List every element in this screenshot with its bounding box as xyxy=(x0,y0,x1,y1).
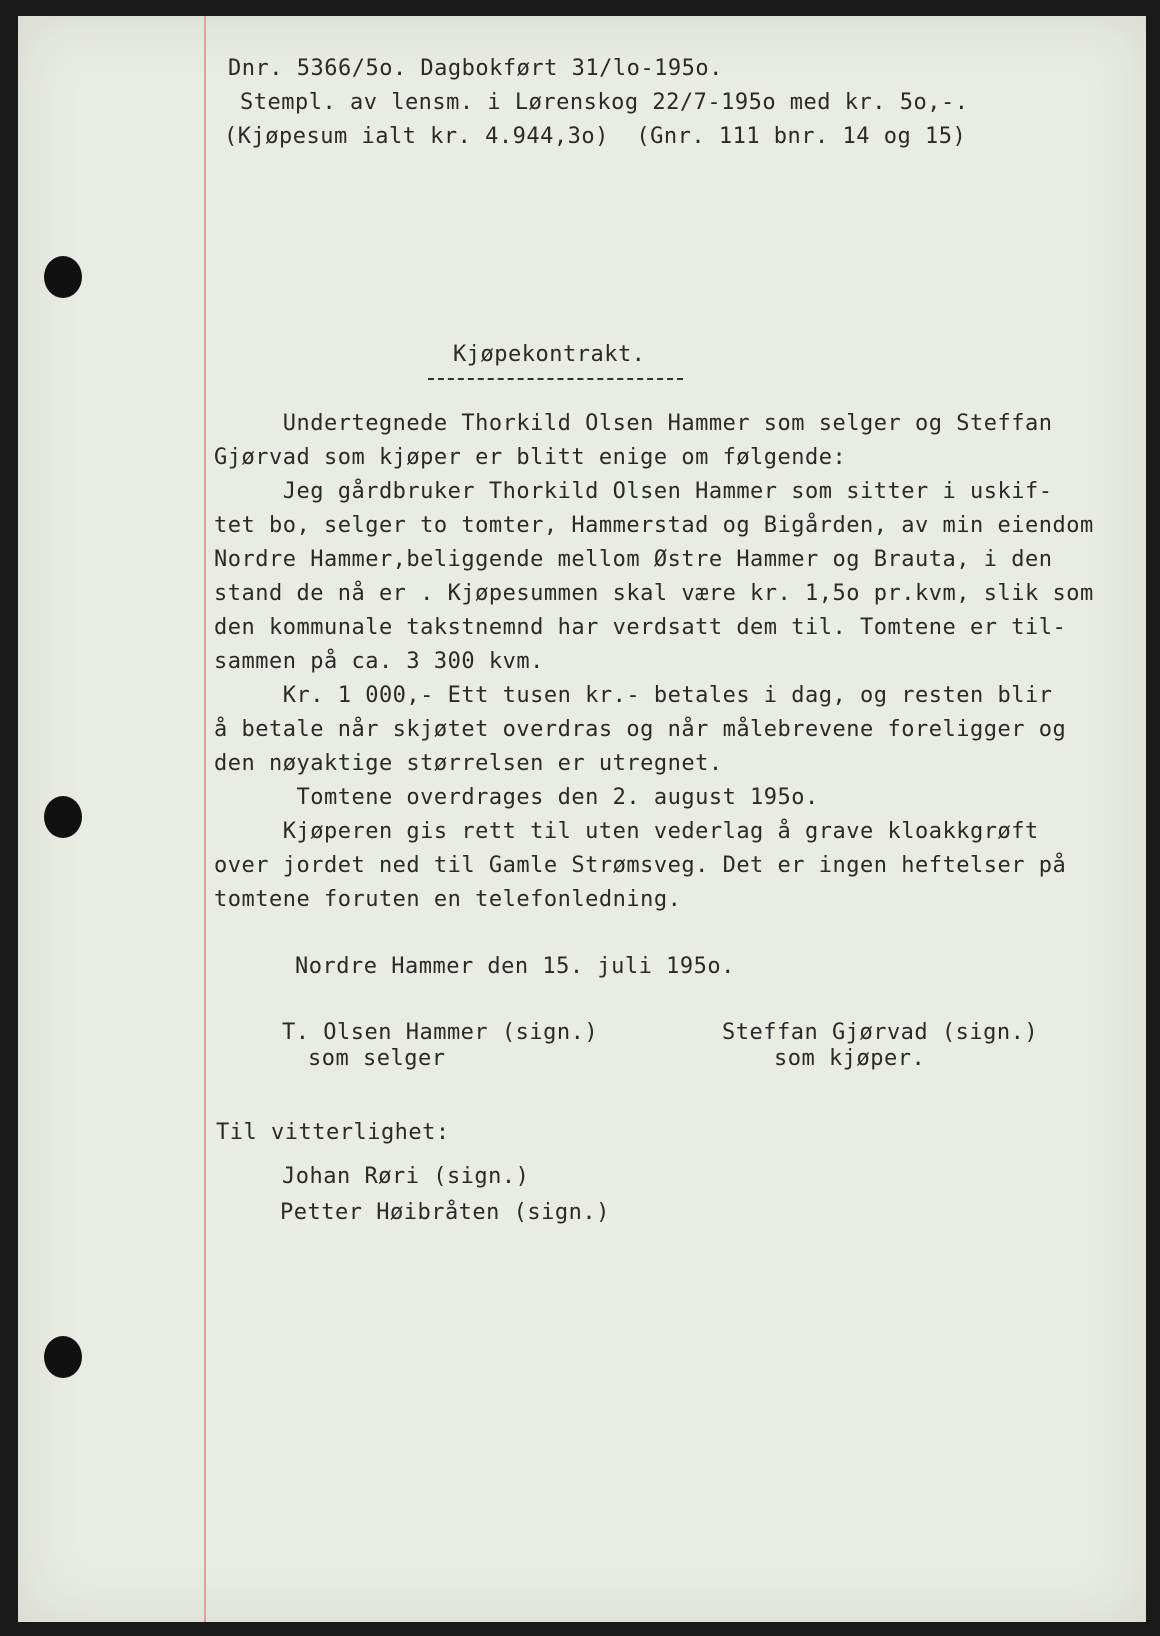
title-underline xyxy=(428,378,683,380)
punch-hole xyxy=(44,1336,82,1378)
body-line: den nøyaktige størrelsen er utregnet. xyxy=(214,751,723,776)
document-page xyxy=(18,16,1146,1622)
place-date: Nordre Hammer den 15. juli 195o. xyxy=(295,954,735,979)
body-line: Undertegnede Thorkild Olsen Hammer som selger og Steffan xyxy=(214,411,1053,436)
body-line: Kjøperen gis rett til uten vederlag å grave kloakkgrøft xyxy=(214,819,1039,844)
header-line-3: (Kjøpesum ialt kr. 4.944,3o) (Gnr. 111 bnr. 14 og 15) xyxy=(224,124,967,149)
punch-hole xyxy=(44,796,82,838)
body-line: sammen på ca. 3 300 kvm. xyxy=(214,649,544,674)
body-line: Jeg gårdbruker Thorkild Olsen Hammer som sitter i uskif- xyxy=(214,479,1053,504)
body-line: Gjørvad som kjøper er blitt enige om følgende: xyxy=(214,445,847,470)
body-line: å betale når skjøtet overdras og når målebrevene foreligger og xyxy=(214,717,1067,742)
body-line: Tomtene overdrages den 2. august 195o. xyxy=(214,785,819,810)
seller-signature: T. Olsen Hammer (sign.) xyxy=(282,1020,599,1045)
buyer-role: som kjøper. xyxy=(774,1046,926,1071)
witness-heading: Til vitterlighet: xyxy=(216,1120,450,1145)
header-line-2: Stempl. av lensm. i Lørenskog 22/7-195o med kr. 5o,-. xyxy=(240,90,969,115)
buyer-signature: Steffan Gjørvad (sign.) xyxy=(722,1020,1039,1045)
body-line: den kommunale takstnemnd har verdsatt dem til. Tomtene er til- xyxy=(214,615,1067,640)
body-line: Kr. 1 000,- Ett tusen kr.- betales i dag, og resten blir xyxy=(214,683,1053,708)
document-title: Kjøpekontrakt. xyxy=(453,342,646,367)
seller-role: som selger xyxy=(308,1046,446,1071)
header-line-1: Dnr. 5366/5o. Dagbokført 31/lo-195o. xyxy=(228,56,723,81)
margin-line xyxy=(204,16,206,1622)
witness-name: Johan Røri (sign.) xyxy=(282,1164,530,1189)
body-line: stand de nå er . Kjøpesummen skal være kr. 1,5o pr.kvm, slik som xyxy=(214,581,1094,606)
witness-name: Petter Høibråten (sign.) xyxy=(280,1200,610,1225)
body-line: Nordre Hammer,beliggende mellom Østre Hammer og Brauta, i den xyxy=(214,547,1053,572)
punch-hole xyxy=(44,256,82,298)
body-line: tet bo, selger to tomter, Hammerstad og Bigården, av min eiendom xyxy=(214,513,1094,538)
body-line: tomtene foruten en telefonledning. xyxy=(214,887,682,912)
body-line: over jordet ned til Gamle Strømsveg. Det er ingen heftelser på xyxy=(214,853,1067,878)
